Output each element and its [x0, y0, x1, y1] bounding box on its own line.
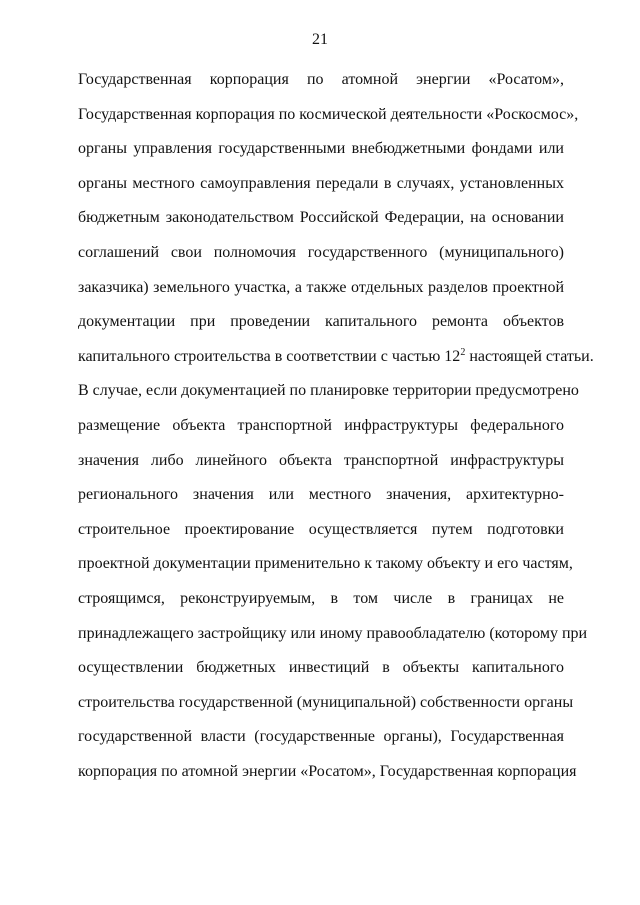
- text-line: строительства государственной (муниципальной) собственности органы: [78, 693, 574, 711]
- text-line: Государственная корпорация по атомной энергии «Росатом»,: [78, 71, 564, 88]
- text-line: размещение объекта транспортной инфраструктуры федерального: [78, 416, 564, 434]
- body-text: [78, 63, 594, 789]
- text-line: органы управления государственными внебюджетными фондами или: [78, 140, 564, 158]
- text-line: строительное проектирование осуществляется путем подготовки: [78, 520, 564, 538]
- text-line: бюджетным законодательством Российской Федерации, на основании: [78, 209, 564, 227]
- text-line: осуществлении бюджетных инвестиций в объекты капитального: [78, 659, 564, 677]
- text-line: документации при проведении капитального ремонта объектов: [78, 313, 564, 331]
- text-line: В случае, если документацией по планировке территории предусмотрено: [78, 382, 579, 400]
- text-line: государственной власти (государственные органы), Государственная: [78, 728, 564, 746]
- text-line: Государственная корпорация по космической деятельности «Роскосмос»,: [78, 105, 579, 123]
- page-number: 21: [312, 31, 328, 48]
- text-line: принадлежащего застройщику или иному правообладателю (которому при: [78, 624, 588, 642]
- text-line: строящимся, реконструируемым, в том числе в границах не: [78, 589, 564, 607]
- text-line: регионального значения или местного значения, архитектурно-: [78, 486, 564, 504]
- superscript-number: 2: [460, 346, 466, 358]
- text-line: значения либо линейного объекта транспортной инфраструктуры: [78, 451, 564, 469]
- text-line: органы местного самоуправления передали в случаях, установленных: [78, 174, 564, 192]
- text-line: заказчика) земельного участка, а также отдельных разделов проектной: [78, 278, 564, 296]
- text-line: соглашений свои полномочия государственного (муниципального): [78, 243, 564, 261]
- text-line-with-footnote: [78, 340, 594, 375]
- text-segment: настоящей статьи.: [465, 347, 594, 365]
- text-line: корпорация по атомной энергии «Росатом», Государственная корпорация: [78, 762, 577, 780]
- text-line: проектной документации применительно к такому объекту и его частям,: [78, 555, 573, 573]
- text-segment: капитального строительства в соответствии с частью 12: [78, 347, 461, 365]
